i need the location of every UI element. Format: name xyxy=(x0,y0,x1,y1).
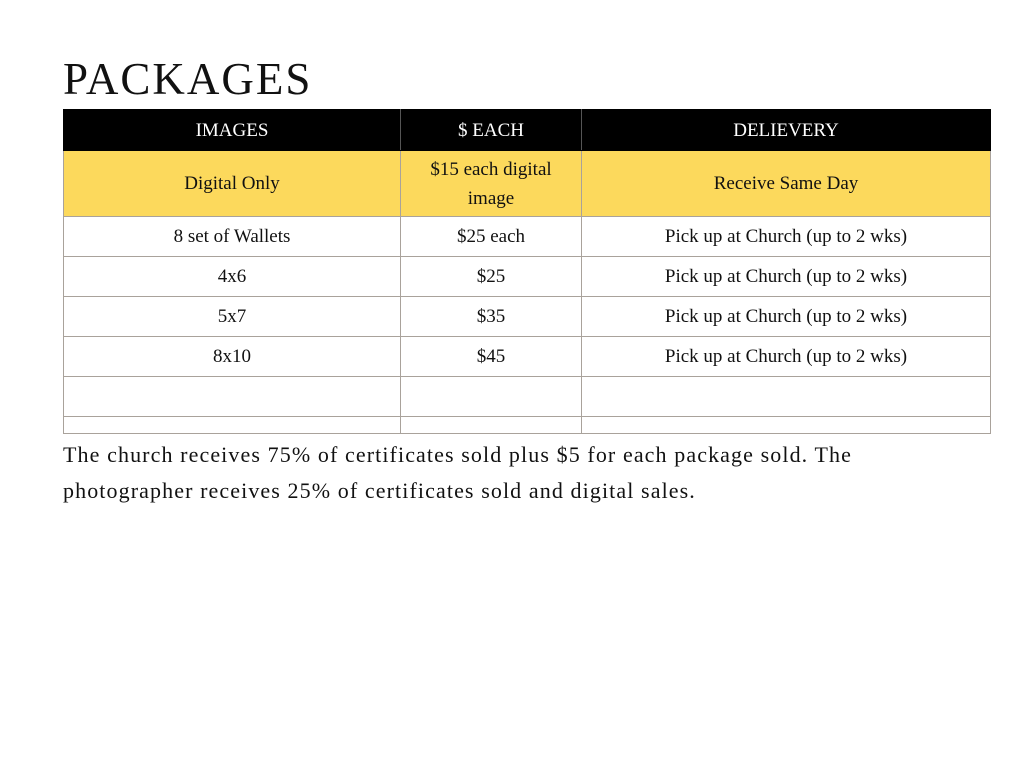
table-cell: Pick up at Church (up to 2 wks) xyxy=(582,257,991,297)
table-cell: $25 xyxy=(401,257,582,297)
packages-table xyxy=(63,109,991,434)
table-row xyxy=(64,257,991,297)
table-row-digital-only xyxy=(64,151,991,217)
table-cell: $25 each xyxy=(401,217,582,257)
table-cell: Pick up at Church (up to 2 wks) xyxy=(582,217,991,257)
header-images: IMAGES xyxy=(64,110,401,151)
table-cell: Digital Only xyxy=(64,151,401,217)
table-row-empty xyxy=(64,377,991,417)
table-cell: $45 xyxy=(401,337,582,377)
table-cell xyxy=(64,377,401,417)
table-row xyxy=(64,217,991,257)
table-cell: $15 each digital image xyxy=(401,151,582,217)
table-cell xyxy=(401,417,582,434)
table-row-empty xyxy=(64,417,991,434)
table-row xyxy=(64,337,991,377)
table-cell xyxy=(582,417,991,434)
table-header-row xyxy=(64,110,991,151)
revenue-split-note: The church receives 75% of certificates sold plus $5 for each package sold. The photographer receives 25% of certificates sold and digital sales. xyxy=(63,442,852,503)
table-cell xyxy=(64,417,401,434)
table-cell xyxy=(582,377,991,417)
table-row xyxy=(64,297,991,337)
table-cell: Receive Same Day xyxy=(582,151,991,217)
table-cell: Pick up at Church (up to 2 wks) xyxy=(582,337,991,377)
table-cell: Pick up at Church (up to 2 wks) xyxy=(582,297,991,337)
table-cell: 8x10 xyxy=(64,337,401,377)
page-title: PACKAGES xyxy=(63,54,313,104)
table-cell: 4x6 xyxy=(64,257,401,297)
header-price-each: $ EACH xyxy=(401,110,582,151)
table-cell xyxy=(401,377,582,417)
table-cell: $35 xyxy=(401,297,582,337)
table-cell: 8 set of Wallets xyxy=(64,217,401,257)
header-delivery: DELIEVERY xyxy=(582,110,991,151)
table-cell: 5x7 xyxy=(64,297,401,337)
